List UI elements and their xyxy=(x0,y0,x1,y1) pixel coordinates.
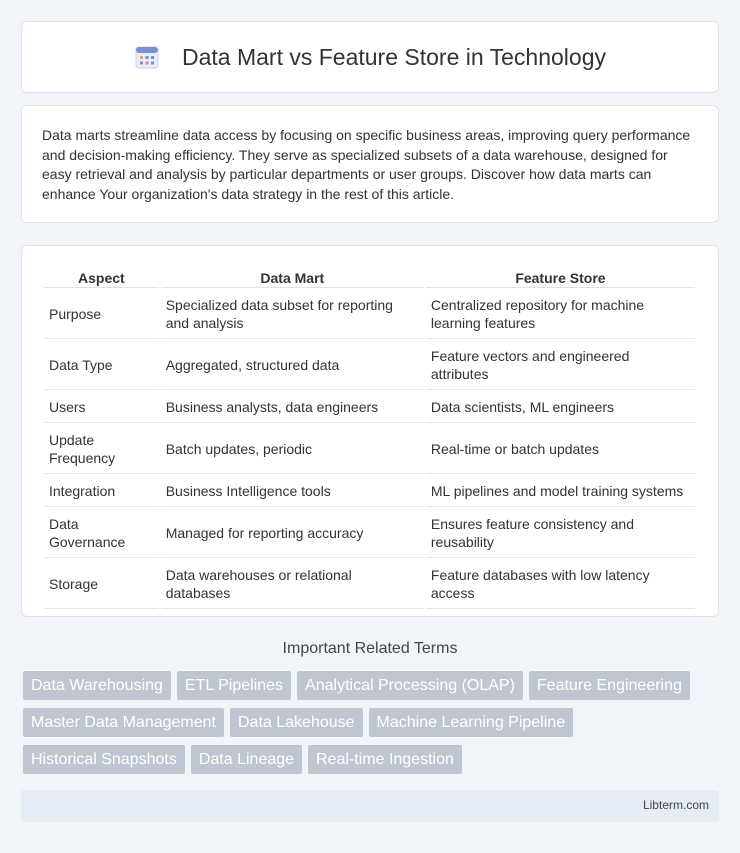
cell-aspect: Purpose xyxy=(44,290,159,339)
header-aspect: Aspect xyxy=(44,268,159,288)
tag-data-lakehouse[interactable]: Data Lakehouse xyxy=(230,708,363,737)
table-header-row xyxy=(44,268,695,288)
header-card xyxy=(21,21,719,93)
tag-real-time-ingestion[interactable]: Real-time Ingestion xyxy=(308,745,462,774)
table-row xyxy=(44,425,695,474)
tag-row xyxy=(23,671,723,700)
tag-historical-snapshots[interactable]: Historical Snapshots xyxy=(23,745,185,774)
cell-data-mart: Aggregated, structured data xyxy=(161,341,424,390)
tag-etl-pipelines[interactable]: ETL Pipelines xyxy=(177,671,291,700)
related-terms-title: Important Related Terms xyxy=(282,640,458,657)
page-title: Data Mart vs Feature Store in Technology xyxy=(181,43,606,70)
cell-feature-store: Centralized repository for machine learning features xyxy=(426,290,695,339)
table-row xyxy=(44,509,695,558)
table-row xyxy=(44,560,695,609)
tag-master-data-management[interactable]: Master Data Management xyxy=(23,708,224,737)
tag-row xyxy=(23,745,723,774)
tag-data-lineage[interactable]: Data Lineage xyxy=(191,745,302,774)
cell-feature-store: ML pipelines and model training systems xyxy=(426,476,695,507)
cell-feature-store: Feature databases with low latency access xyxy=(426,560,695,609)
cell-feature-store: Ensures feature consistency and reusability xyxy=(426,509,695,558)
tag-analytical-processing[interactable]: Analytical Processing (OLAP) xyxy=(297,671,523,700)
comparison-table-card xyxy=(21,245,719,617)
comparison-table xyxy=(42,266,697,611)
cell-data-mart: Managed for reporting accuracy xyxy=(161,509,424,558)
cell-aspect: Users xyxy=(44,392,159,423)
table-row xyxy=(44,476,695,507)
header-data-mart: Data Mart xyxy=(161,268,424,288)
cell-data-mart: Business Intelligence tools xyxy=(161,476,424,507)
intro-card xyxy=(21,105,719,223)
table-row xyxy=(44,341,695,390)
footer xyxy=(21,790,719,822)
cell-aspect: Data Type xyxy=(44,341,159,390)
tag-machine-learning-pipeline[interactable]: Machine Learning Pipeline xyxy=(369,708,574,737)
cell-aspect: Storage xyxy=(44,560,159,609)
cell-aspect: Data Governance xyxy=(44,509,159,558)
table-row xyxy=(44,290,695,339)
cell-feature-store: Data scientists, ML engineers xyxy=(426,392,695,423)
cell-feature-store: Real-time or batch updates xyxy=(426,425,695,474)
tag-feature-engineering[interactable]: Feature Engineering xyxy=(529,671,690,700)
footer-site-link[interactable]: Libterm.com xyxy=(642,798,709,812)
cell-aspect: Update Frequency xyxy=(44,425,159,474)
tag-data-warehousing[interactable]: Data Warehousing xyxy=(23,671,171,700)
header-feature-store: Feature Store xyxy=(426,268,695,288)
cell-data-mart: Batch updates, periodic xyxy=(161,425,424,474)
cell-aspect: Integration xyxy=(44,476,159,507)
related-terms-list xyxy=(23,671,723,782)
tag-row xyxy=(23,708,723,737)
cell-data-mart: Business analysts, data engineers xyxy=(161,392,424,423)
table-row xyxy=(44,392,695,423)
calendar-grid-icon xyxy=(134,44,160,70)
intro-text: Data marts streamline data access by focusing on specific business areas, improving query performance and decision-making efficiency. They serve as specialized subsets of a data warehouse, designed for easy retrieval and analysis by particular departments or user groups. Discover how data marts can enhance Your organization's data strategy in the rest of this article. xyxy=(42,127,691,202)
cell-data-mart: Specialized data subset for reporting and analysis xyxy=(161,290,424,339)
cell-feature-store: Feature vectors and engineered attributes xyxy=(426,341,695,390)
cell-data-mart: Data warehouses or relational databases xyxy=(161,560,424,609)
